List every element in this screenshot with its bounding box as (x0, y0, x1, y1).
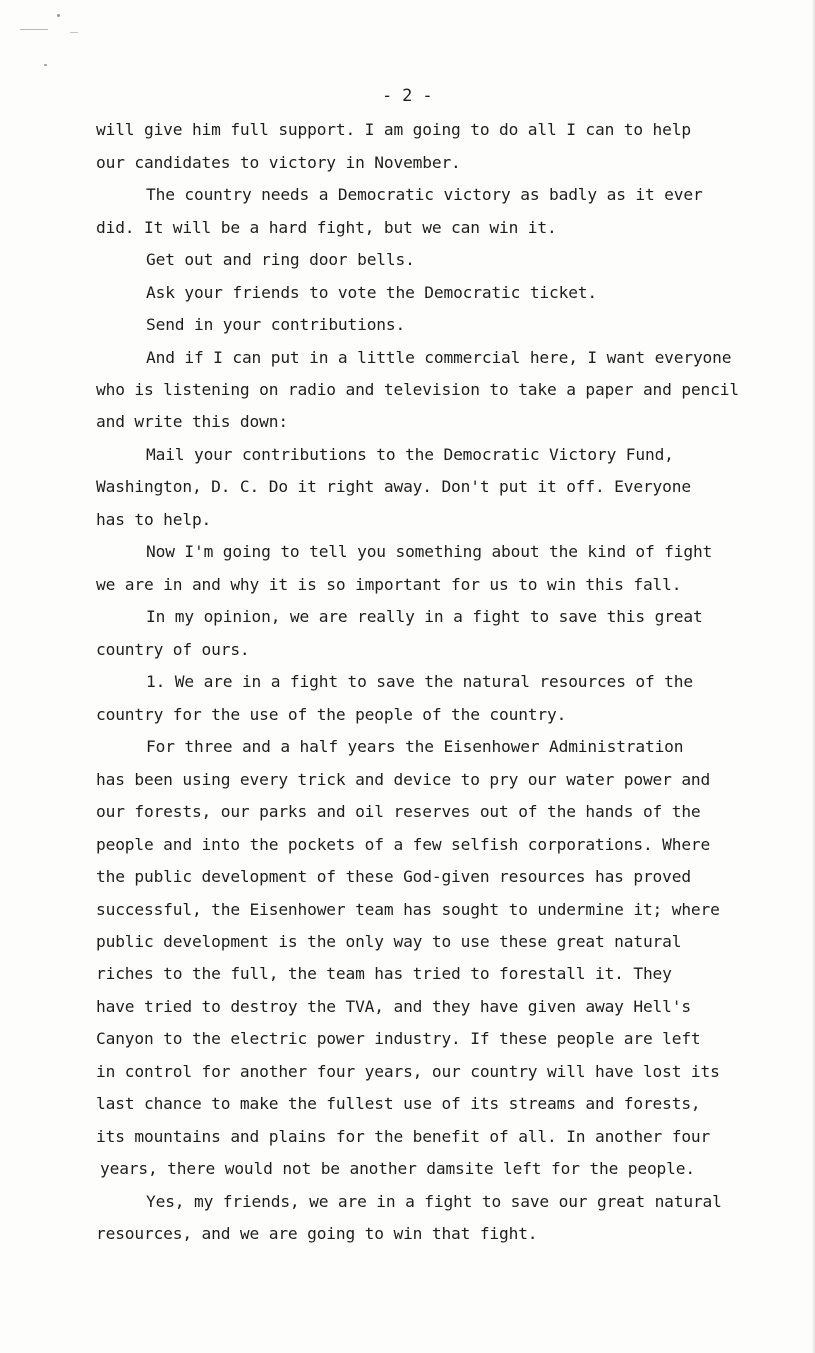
body-line: did. It will be a hard fight, but we can win it. (96, 218, 557, 237)
body-line: and write this down: (96, 412, 288, 431)
body-line: resources, and we are going to win that fight. (96, 1224, 538, 1243)
paper-speck (57, 14, 60, 17)
paper-speck (20, 29, 48, 30)
body-line: in control for another four years, our country will have lost its (96, 1062, 720, 1081)
body-line: Ask your friends to vote the Democratic ticket. (146, 283, 597, 302)
body-line: riches to the full, the team has tried to forestall it. They (96, 964, 672, 983)
body-line: people and into the pockets of a few selfish corporations. Where (96, 835, 711, 854)
body-line: Yes, my friends, we are in a fight to save our great natural (146, 1192, 722, 1211)
body-line: 1. We are in a fight to save the natural resources of the (146, 672, 693, 691)
body-line: has to help. (96, 510, 212, 529)
body-line: years, there would not be another damsite left for the people. (100, 1159, 695, 1178)
body-line: Mail your contributions to the Democratic Victory Fund, (146, 445, 674, 464)
body-line: Send in your contributions. (146, 315, 406, 334)
body-line: The country needs a Democratic victory as badly as it ever (146, 185, 703, 204)
body-line: our candidates to victory in November. (96, 153, 461, 172)
body-line: who is listening on radio and television to take a paper and pencil (96, 380, 739, 399)
body-line: successful, the Eisenhower team has sought to undermine it; where (96, 900, 720, 919)
body-line: will give him full support. I am going to do all I can to help (96, 120, 691, 139)
body-line: the public development of these God-given resources has proved (96, 867, 691, 886)
body-line: country of ours. (96, 640, 250, 659)
paper-speck (44, 64, 47, 66)
page-number: - 2 - (382, 86, 433, 106)
body-line: our forests, our parks and oil reserves out of the hands of the (96, 802, 701, 821)
body-line: Now I'm going to tell you something about the kind of fight (146, 542, 713, 561)
body-line: In my opinion, we are really in a fight to save this great (146, 607, 703, 626)
body-line: have tried to destroy the TVA, and they have given away Hell's (96, 997, 691, 1016)
body-line: has been using every trick and device to pry our water power and (96, 770, 711, 789)
body-line: Canyon to the electric power industry. If these people are left (96, 1029, 701, 1048)
body-line: For three and a half years the Eisenhower Administration (146, 737, 684, 756)
body-line: And if I can put in a little commercial here, I want everyone (146, 348, 732, 367)
paper-speck (70, 32, 78, 33)
body-line: last chance to make the fullest use of its streams and forests, (96, 1094, 701, 1113)
body-line: its mountains and plains for the benefit of all. In another four (96, 1127, 711, 1146)
body-line: we are in and why it is so important for us to win this fall. (96, 575, 682, 594)
body-line: Washington, D. C. Do it right away. Don't put it off. Everyone (96, 477, 691, 496)
body-line: Get out and ring door bells. (146, 250, 415, 269)
body-line: public development is the only way to use these great natural (96, 932, 682, 951)
body-line: country for the use of the people of the country. (96, 705, 567, 724)
